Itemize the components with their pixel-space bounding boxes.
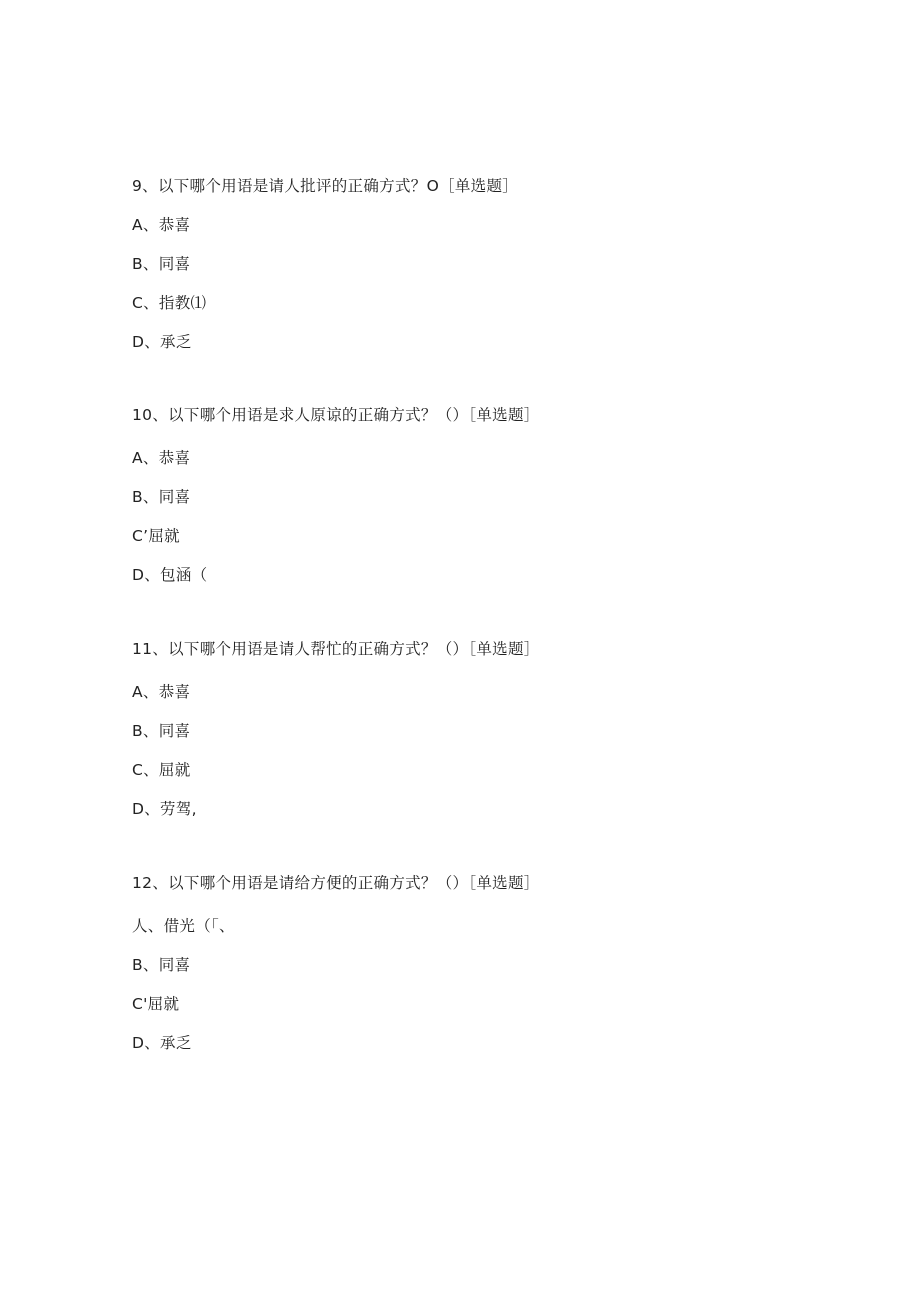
option-b: B、同喜 (132, 255, 191, 273)
option-a: A、恭喜 (132, 683, 191, 701)
question-12 (132, 873, 832, 1072)
question-11 (132, 639, 832, 838)
option-d: D、劳驾, (132, 800, 197, 818)
option-c: C’屈就 (132, 527, 180, 545)
option-b: B、同喜 (132, 956, 191, 974)
option-d: D、包涵（ (132, 566, 208, 584)
option-a: A、恭喜 (132, 216, 191, 234)
question-9 (132, 176, 832, 371)
question-title: 11、以下哪个用语是请人帮忙的正确方式？（）［单选题］ (132, 640, 540, 658)
question-title: 10、以下哪个用语是求人原谅的正确方式？（）［单选题］ (132, 406, 540, 424)
option-b: B、同喜 (132, 722, 191, 740)
question-title: 9、以下哪个用语是请人批评的正确方式？O［单选题］ (132, 177, 519, 195)
option-c: C、指教⑴ (132, 294, 207, 312)
option-c: C'屈就 (132, 995, 180, 1013)
question-title: 12、以下哪个用语是请给方便的正确方式？（）［单选题］ (132, 874, 540, 892)
option-c: C、屈就 (132, 761, 191, 779)
option-a: 人、借光（「、 (132, 917, 235, 935)
option-b: B、同喜 (132, 488, 191, 506)
option-d: D、承乏 (132, 333, 192, 351)
option-a: A、恭喜 (132, 449, 191, 467)
option-d: D、承乏 (132, 1034, 192, 1052)
question-10 (132, 405, 832, 604)
